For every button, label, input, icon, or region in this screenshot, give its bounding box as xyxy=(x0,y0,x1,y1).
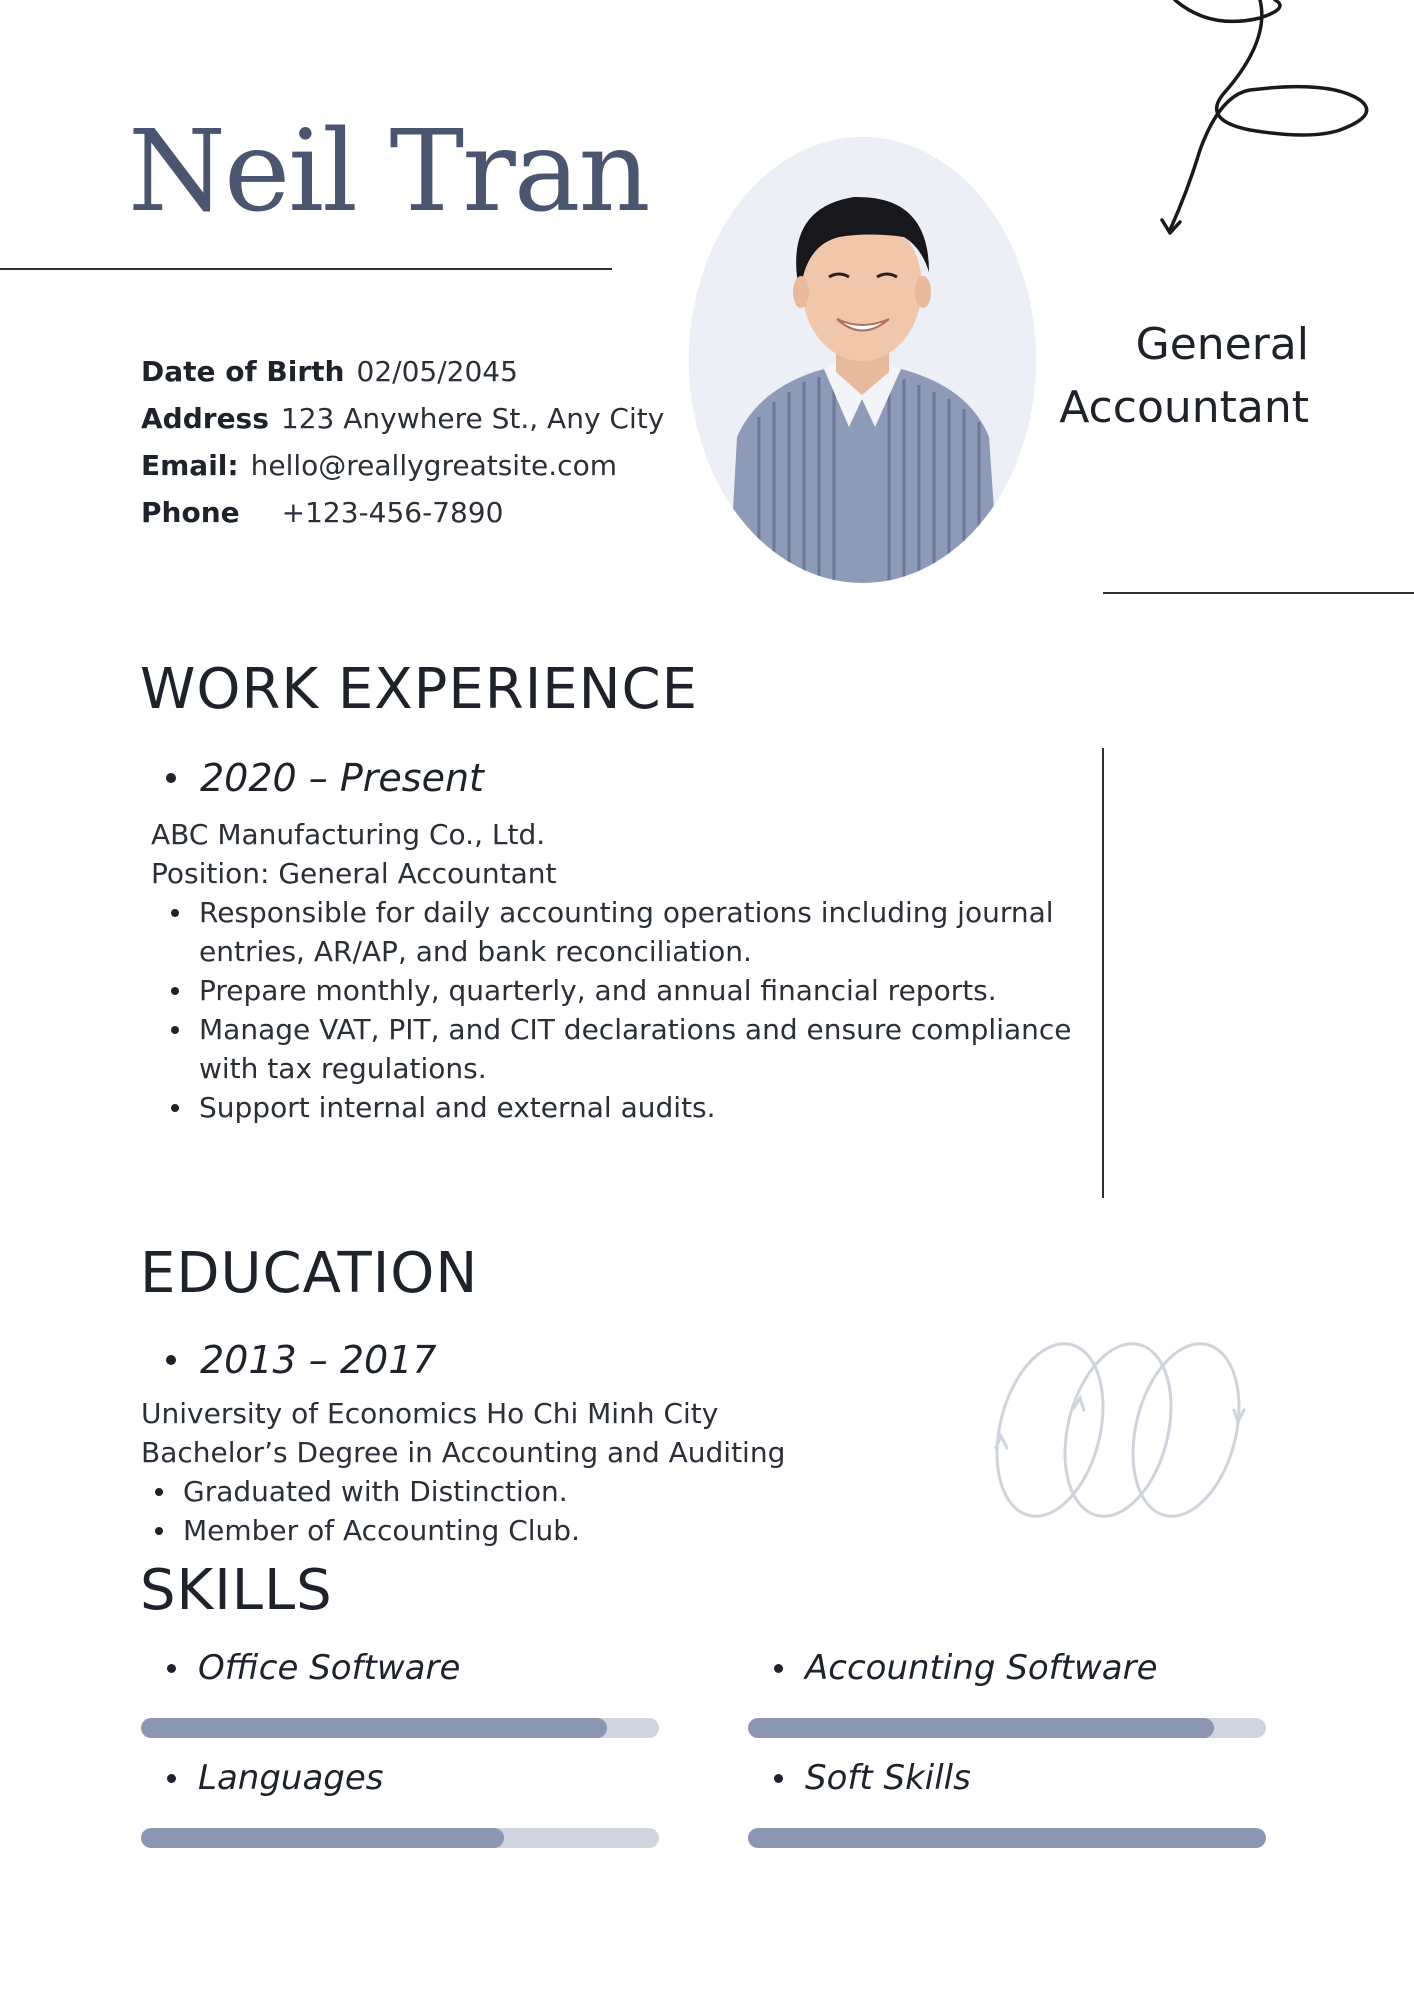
address-value: 123 Anywhere St., Any City xyxy=(280,402,665,435)
work-position: Position: General Accountant xyxy=(151,857,557,890)
address-label: Address xyxy=(141,402,269,435)
skill-bar-fill xyxy=(141,1718,607,1738)
work-bullets xyxy=(151,893,1101,1127)
squiggle-arrow-icon xyxy=(1140,0,1390,240)
skill-label: Accounting Software xyxy=(805,1648,1158,1688)
skill-bar-track xyxy=(141,1828,659,1848)
contact-info xyxy=(141,355,664,543)
education-period xyxy=(166,1338,437,1382)
bullet-dot xyxy=(166,773,176,783)
candidate-name: Neil Tran xyxy=(128,107,649,237)
dob-row xyxy=(141,355,664,402)
education-bullets xyxy=(135,1472,941,1550)
skill-bar-track xyxy=(748,1828,1266,1848)
skill-soft-skills xyxy=(748,1758,1266,1848)
skill-bar-fill xyxy=(748,1718,1214,1738)
header-divider-left xyxy=(0,268,612,270)
skill-bar-fill xyxy=(748,1828,1266,1848)
skill-bar-fill xyxy=(141,1828,504,1848)
email-value[interactable]: hello@reallygreatsite.com xyxy=(250,449,617,482)
work-details xyxy=(151,815,1101,1127)
skill-bar-track xyxy=(748,1718,1266,1738)
skill-label: Soft Skills xyxy=(805,1758,971,1798)
skill-label: Office Software xyxy=(198,1648,461,1688)
portrait-illustration xyxy=(689,137,1036,583)
email-label: Email: xyxy=(141,449,239,482)
work-company: ABC Manufacturing Co., Ltd. xyxy=(151,818,546,851)
dob-value: 02/05/2045 xyxy=(356,355,518,388)
skill-languages xyxy=(141,1758,659,1848)
bullet-dot xyxy=(167,1664,176,1673)
job-title-line-1: General xyxy=(1135,319,1309,370)
skill-office-software xyxy=(141,1648,659,1738)
profile-photo xyxy=(689,137,1036,583)
work-period-text: 2020 – Present xyxy=(200,756,484,800)
work-period xyxy=(166,756,484,800)
work-bullet: Support internal and external audits. xyxy=(151,1088,1101,1127)
skill-bar-track xyxy=(141,1718,659,1738)
dob-label: Date of Birth xyxy=(141,355,345,388)
section-divider-vertical xyxy=(1102,748,1104,1198)
skill-label: Languages xyxy=(198,1758,384,1798)
skill-accounting-software xyxy=(748,1648,1266,1738)
loop-arrows-icon xyxy=(980,1330,1250,1530)
education-degree: Bachelor’s Degree in Accounting and Auditing xyxy=(141,1436,786,1469)
phone-row xyxy=(141,496,664,543)
work-bullet: Prepare monthly, quarterly, and annual financial reports. xyxy=(151,971,1101,1010)
work-experience-heading: WORK EXPERIENCE xyxy=(140,657,698,722)
education-period-text: 2013 – 2017 xyxy=(200,1338,437,1382)
education-school: University of Economics Ho Chi Minh City xyxy=(141,1397,719,1430)
phone-value: +123-456-7890 xyxy=(281,496,504,529)
skills-heading: SKILLS xyxy=(140,1558,333,1623)
work-bullet: Responsible for daily accounting operations including journal entries, AR/AP, and bank reconciliation. xyxy=(151,893,1101,971)
phone-label: Phone xyxy=(141,496,240,529)
education-details xyxy=(141,1394,941,1550)
job-title xyxy=(1059,313,1309,439)
bullet-dot xyxy=(166,1355,176,1365)
bullet-dot xyxy=(774,1774,783,1783)
education-bullet: Member of Accounting Club. xyxy=(135,1511,941,1550)
email-row xyxy=(141,449,664,496)
bullet-dot xyxy=(774,1664,783,1673)
education-heading: EDUCATION xyxy=(140,1241,479,1306)
bullet-dot xyxy=(167,1774,176,1783)
header-divider-right xyxy=(1103,592,1414,594)
address-row xyxy=(141,402,664,449)
education-bullet: Graduated with Distinction. xyxy=(135,1472,941,1511)
job-title-line-2: Accountant xyxy=(1059,382,1309,433)
work-bullet: Manage VAT, PIT, and CIT declarations and ensure compliance with tax regulations. xyxy=(151,1010,1101,1088)
